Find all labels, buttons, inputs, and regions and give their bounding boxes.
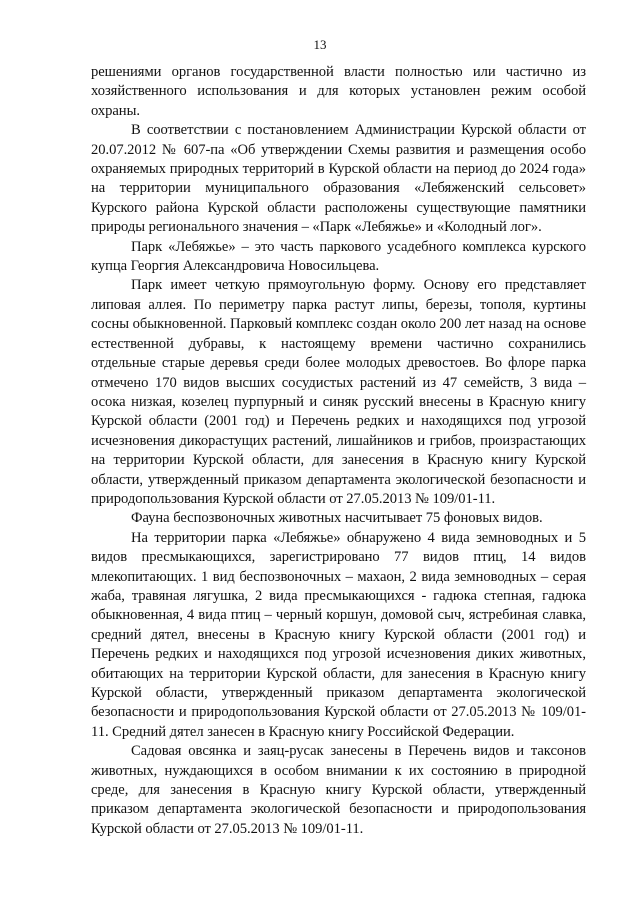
paragraph-protected-species: Садовая овсянка и заяц-русак занесены в Перечень видов и таксонов животных, нуждающихся в особом внимании к их состоянию в природной среде, для занесения в Красную книгу Курской области, утвержденный приказом департамента экологической безопасности и природопользования Курской области от 27.05.2013 № 109/01-11.: [91, 743, 586, 837]
paragraph-fauna: На территории парка «Лебяжье» обнаружено 4 вида земноводных и 5 видов пресмыкающихся, зарегистрировано 77 видов птиц, 14 видов млекопитающих. 1 вид беспозвоночных – махаон, 2 вида земноводных – серая жаба, травяная лягушка, 2 вида пресмыкающихся - гадюка степная, гадюка обыкновенная, 4 вида птиц – черный коршун, домовой сыч, ястребиная славка, средний дятел, внесены в Красную книгу Курской области (2001 год) и Перечень редких и находящихся под угрозой исчезновения диких животных, обитающих на территории Курской области, для занесения в Красную книгу Курской области, утвержденный приказом департамента экологической безопасности и природопользования Курской области от 27.05.2013 № 109/01-11. Средний дятел занесен в Красную книгу Российской Федерации.: [91, 529, 586, 740]
paragraph-park-intro: Парк «Лебяжье» – это часть паркового усадебного комплекса курского купца Георгия Александровича Новосильцева.: [91, 238, 586, 275]
document-body: [91, 63, 586, 839]
paragraph-invertebrates: Фауна беспозвоночных животных насчитывает 75 фоновых видов.: [131, 510, 543, 527]
paragraph-park-flora: Парк имеет четкую прямоугольную форму. Основу его представляет липовая аллея. По периметру парка растут липы, березы, тополя, куртины сосны обыкновенной. Парковый комплекс создан около 200 лет назад на основе естественной дубравы, к настоящему времени частично сохранились отдельные старые деревья среди более молодых древостоев. Во флоре парка отмечено 170 видов высших сосудистых растений из 47 семейств, 3 вида – осока низкая, козелец пурпурный и синяк русский внесены в Красную книгу Курской области (2001 год) и Перечень редких и находящихся под угрозой исчезновения дикорастущих растений, лишайников и грибов, произрастающих на территории Курской области, для занесения в Красную книгу Курской области, утвержденный приказом департамента экологической безопасности и природопользования Курской области от 27.05.2013 № 109/01-11.: [91, 277, 586, 507]
paragraph-continuation: решениями органов государственной власти полностью или частично из хозяйственного использования и для которых установлен режим особой охраны.: [91, 64, 586, 119]
paragraph-resolution: В соответствии с постановлением Администрации Курской области от 20.07.2012 № 607-па «Об утверждении Схемы развития и размещения особо охраняемых природных территорий в Курской области на период до 2024 года» на территории муниципального образования «Лебяженский сельсовет» Курского района Курской области расположены существующие памятники природы регионального значения – «Парк «Лебяжье» и «Колодный лог».: [91, 122, 586, 236]
page-number: 13: [313, 37, 327, 52]
